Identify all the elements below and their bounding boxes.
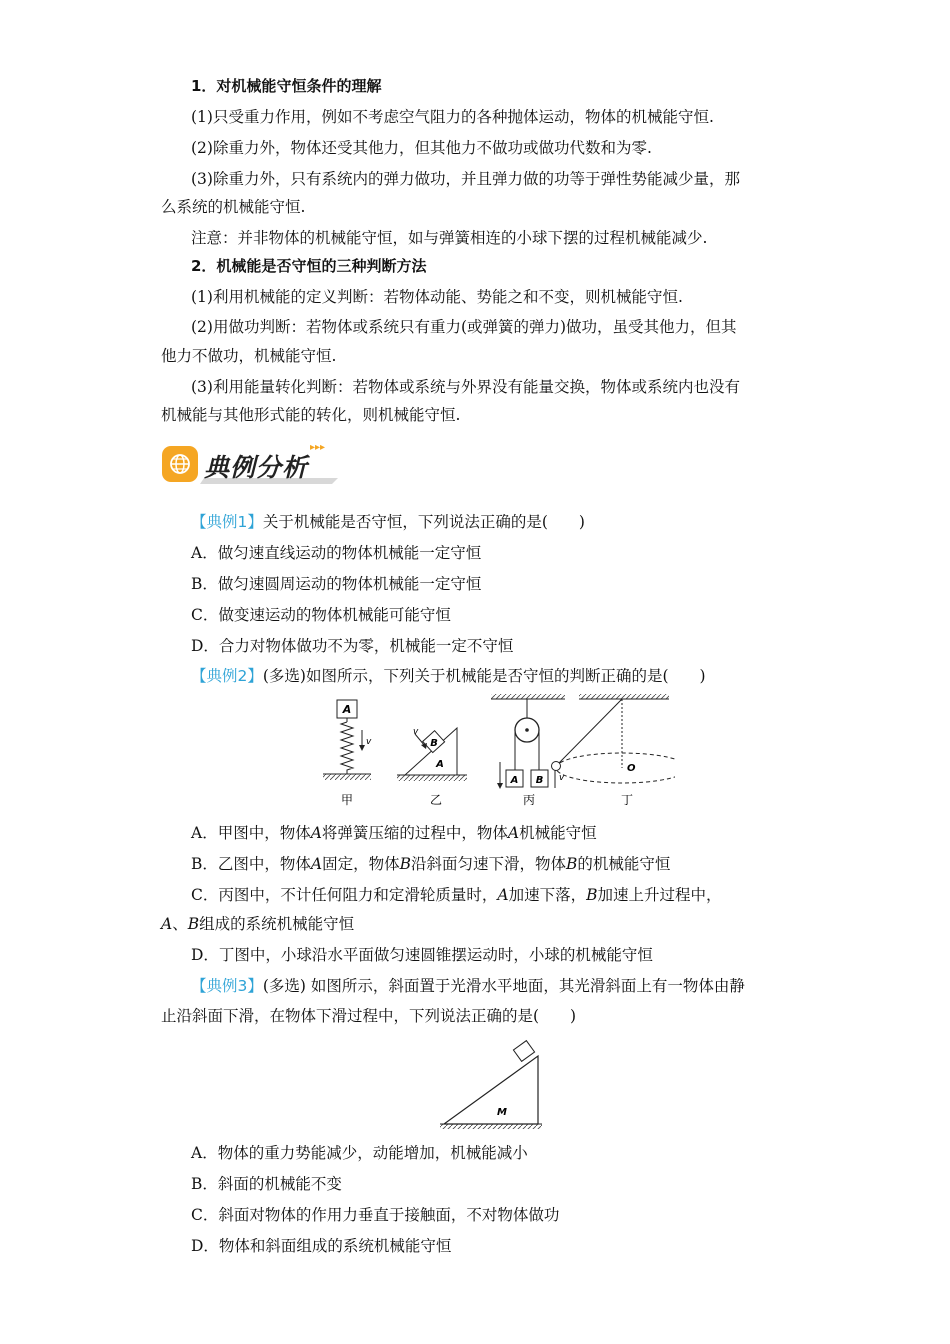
section1-heading: 1．对机械能守恒条件的理解: [191, 77, 382, 95]
section1-paragraph: (3)除重力外，只有系统内的弹力做功，并且弹力做的功等于弹性势能减少量，那: [191, 170, 740, 188]
svg-text:v: v: [366, 737, 372, 747]
example1-option-d: D．合力对物体做功不为零，机械能一定不守恒: [191, 637, 514, 655]
figure-label-bing: 丙: [522, 793, 536, 807]
svg-text:A: A: [342, 703, 352, 716]
example2-tag: 【典例2】: [191, 667, 263, 685]
figure-yi: [397, 727, 467, 807]
figure-label-ding: 丁: [620, 793, 634, 807]
example2-option-d: D．丁图中，小球沿水平面做匀速圆锥摆运动时，小球的机械能守恒: [191, 946, 653, 964]
example3-stem: [191, 976, 745, 996]
svg-text:B: B: [430, 738, 438, 749]
example2-question: (多选)如图所示，下列关于机械能是否守恒的判断正确的是( ): [262, 667, 706, 685]
figure-ding: [552, 694, 676, 807]
svg-text:A: A: [510, 775, 519, 786]
example3-option-a: A．物体的重力势能减少，动能增加，机械能减小: [191, 1144, 528, 1162]
example2-option-c-continued: A、B组成的系统机械能守恒: [161, 915, 355, 933]
globe-icon: [162, 446, 198, 482]
example2-option-b: B．乙图中，物体A固定，物体B沿斜面匀速下滑，物体B的机械能守恒: [191, 855, 671, 873]
svg-text:B: B: [535, 775, 544, 786]
example3-tag: 【典例3】: [191, 977, 263, 995]
section-banner: [160, 438, 342, 488]
example3-figure: [436, 1036, 546, 1132]
section1-note: 注意：并非物体的机械能守恒，如与弹簧相连的小球下摆的过程机械能减少.: [191, 229, 708, 247]
section2-paragraph: 他力不做功，机械能守恒.: [161, 347, 337, 365]
section1-paragraph: 么系统的机械能守恒.: [161, 198, 306, 216]
example2-option-a: A．甲图中，物体A将弹簧压缩的过程中，物体A机械能守恒: [191, 824, 597, 842]
example2-stem: [191, 666, 706, 686]
example1-option-a: A．做匀速直线运动的物体机械能一定守恒: [191, 544, 482, 562]
example1-option-c: C．做变速运动的物体机械能可能守恒: [191, 606, 451, 624]
figure-jia: [323, 700, 372, 807]
example3-option-c: C．斜面对物体的作用力垂直于接触面，不对物体做功: [191, 1206, 560, 1224]
section2-paragraph: (1)利用机械能的定义判断：若物体动能、势能之和不变，则机械能守恒.: [191, 288, 683, 306]
svg-text:v: v: [413, 727, 419, 737]
example1-stem: [191, 512, 585, 532]
figure-label-jia: 甲: [340, 793, 354, 807]
svg-text:v: v: [559, 773, 565, 783]
example3-stem-continued: 止沿斜面下滑，在物体下滑过程中，下列说法正确的是( ): [161, 1007, 577, 1025]
svg-text:A: A: [436, 759, 444, 770]
example2-figure: [315, 690, 675, 812]
figure-label-m: M: [497, 1107, 507, 1118]
banner-title: 典例分析: [204, 453, 309, 482]
example3-option-b: B．斜面的机械能不变: [191, 1175, 342, 1193]
svg-text:▸▸▸: ▸▸▸: [310, 442, 326, 453]
section2-paragraph: 机械能与其他形式能的转化，则机械能守恒.: [161, 406, 461, 424]
example1-question: 关于机械能是否守恒，下列说法正确的是( ): [262, 513, 585, 531]
svg-text:O: O: [627, 763, 636, 774]
example2-option-c: C．丙图中，不计任何阻力和定滑轮质量时，A加速下落，B加速上升过程中，: [191, 886, 722, 904]
section2-paragraph: (3)利用能量转化判断：若物体或系统与外界没有能量交换，物体或系统内也没有: [191, 378, 740, 396]
section1-paragraph: (1)只受重力作用，例如不考虑空气阻力的各种抛体运动，物体的机械能守恒.: [191, 108, 714, 126]
example1-option-b: B．做匀速圆周运动的物体机械能一定守恒: [191, 575, 482, 593]
figure-bing: [491, 694, 565, 807]
example1-tag: 【典例1】: [191, 513, 263, 531]
section2-heading: 2．机械能是否守恒的三种判断方法: [191, 257, 427, 275]
example3-question: (多选) 如图所示，斜面置于光滑水平地面，其光滑斜面上有一物体由静: [262, 977, 745, 995]
example3-option-d: D．物体和斜面组成的系统机械能守恒: [191, 1237, 452, 1255]
figure-label-yi: 乙: [429, 793, 443, 807]
section1-paragraph: (2)除重力外，物体还受其他力，但其他力不做功或做功代数和为零.: [191, 139, 652, 157]
section2-paragraph: (2)用做功判断：若物体或系统只有重力(或弹簧的弹力)做功，虽受其他力，但其: [191, 318, 737, 336]
